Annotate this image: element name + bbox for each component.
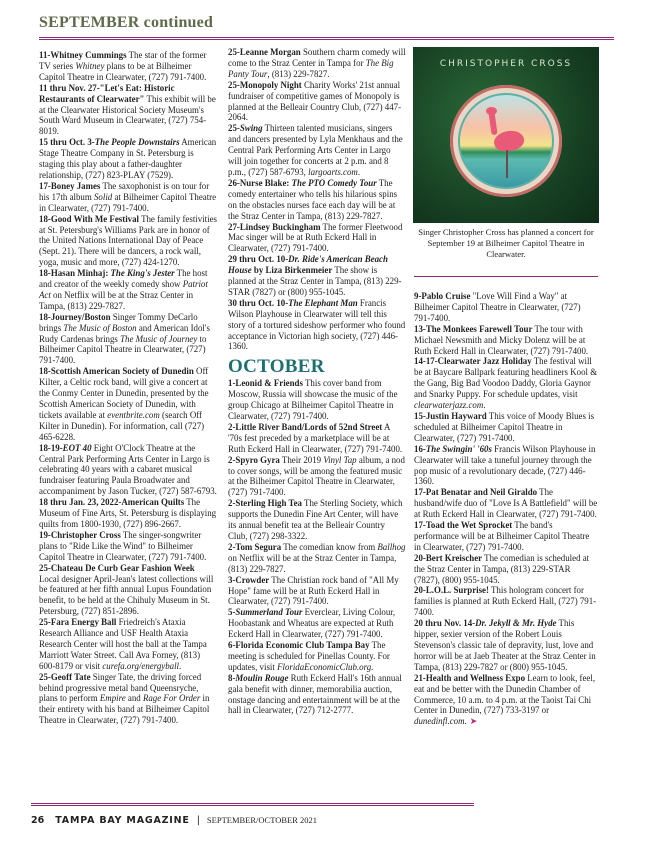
event-title — [228, 298, 358, 308]
event-entry — [228, 422, 406, 455]
event-description: Francis Wilson Playhouse in Clearwater will take a tuneful journey through the pop music of a revolutionary decade, (727) 446-1360. — [414, 443, 596, 487]
event-title — [228, 607, 302, 617]
event-title — [414, 618, 557, 628]
event-italic-text: Vinyl Tap — [323, 454, 357, 465]
event-entry — [39, 563, 217, 618]
event-description: Off Kilter, a Celtic rock band, will give a concert at the Conmy Center in Dunedin, presented by the Scottish American Society of Dunedin, with tickets available at — [39, 366, 209, 420]
event-entry — [39, 268, 217, 312]
event-title-text: 29 thru Oct. 10- — [228, 254, 289, 265]
column-3 — [414, 291, 598, 727]
event-italic-text: Solid — [93, 191, 113, 202]
event-title-text: 17-Toad the Wet Sprocket — [414, 520, 513, 531]
event-description: Singer Tommy DeCarlo brings — [39, 311, 198, 333]
event-entry — [39, 83, 217, 138]
event-description-cont: in their entirety with his band at Bilheimer Capitol Theatre in Clearwater, (727) 791-7400. — [39, 693, 210, 726]
event-title-italic: EOT 40 — [62, 442, 92, 453]
event-entry — [228, 607, 406, 640]
event-title — [228, 640, 370, 650]
event-description-cont: . — [179, 660, 182, 671]
event-title-text: 18-Journey/Boston — [39, 311, 111, 322]
month-heading-october: OCTOBER — [228, 356, 325, 378]
event-title — [39, 181, 100, 191]
event-title — [414, 673, 525, 683]
event-title-text: 2-Spyro Gyra — [228, 454, 280, 465]
event-entry — [414, 553, 598, 586]
event-description-cont: . — [464, 716, 467, 727]
flamingo-scene — [458, 93, 554, 189]
event-title-text: 16- — [414, 443, 426, 454]
flamingo-head — [486, 107, 497, 115]
event-entry — [414, 356, 598, 411]
event-title — [228, 178, 377, 188]
caption-divider — [414, 276, 598, 277]
event-title — [414, 444, 492, 454]
event-description: Ruth Eckerd Hall's 16th annual gala benefit with dinner, memorabilia auction, onstage dancing and entertainment will be at the hall in Clearwater, (727) 712-2777. — [228, 672, 402, 716]
event-entry — [228, 298, 406, 353]
event-description: Southern charm comedy will come to the Straz Center in Tampa for — [228, 47, 406, 68]
event-description: Everclear, Living Colour, Hoobastank and Wheatus are expected at Ruth Eckerd Hall in Clearwater, (727) 791-7400. — [228, 607, 396, 640]
footer-separator: | — [196, 815, 200, 826]
event-description: The host and creator of the weekly comedy show — [39, 268, 208, 290]
top-divider — [39, 37, 614, 40]
event-entry — [39, 214, 217, 269]
event-description: Francis Wilson Playhouse in Clearwater will tell this story of a tortured sideshow performer who found acceptance in Victorian high society, (727) 446-1360. — [228, 297, 406, 352]
event-description: The show is planned at the Straz Center in Tampa, (813) 229-STAR (7827) or (800) 955-1045. — [228, 265, 402, 297]
event-title-text: 18-Good With Me Festival — [39, 213, 140, 224]
page-footer — [31, 815, 317, 826]
event-description: Local designer April-Jean's latest collections will be featured at her fifth annual Lupus Foundation benefit, to be held at the Chihuly Museum in St. Petersburg, (727) 851-2896. — [39, 573, 214, 617]
event-entry — [228, 378, 406, 422]
event-description-cont: . — [483, 400, 486, 411]
event-entry — [228, 640, 406, 673]
event-title-italic: Moulin Rouge — [235, 672, 289, 683]
event-title — [39, 312, 111, 322]
event-entry — [228, 575, 406, 608]
event-description: This hipper, sexier version of the Robert Louis Stevenson's classic tale of depravity, lust, love and horror will be at Jaeb Theater at the Straz Center in Tampa, (813) 229-7827 or (800) 955-1045. — [414, 618, 596, 672]
event-title — [39, 530, 121, 540]
event-title — [228, 378, 303, 388]
event-entry — [39, 312, 217, 367]
event-title-text: 8- — [228, 672, 236, 683]
event-title-text: 17-Boney James — [39, 180, 101, 191]
event-title-text: 30 thru Oct. 10- — [228, 297, 289, 308]
event-title — [39, 366, 194, 376]
event-title — [228, 673, 288, 683]
event-description-cont: . — [371, 661, 374, 672]
event-entry — [228, 498, 406, 542]
event-entry — [39, 443, 217, 498]
event-italic-text: Patriot Act — [39, 279, 208, 300]
event-title-text: 18-Hasan Minhaj: — [39, 268, 111, 279]
event-title-suffix: by Liza Birkenmeier — [251, 265, 333, 276]
event-italic-text: Ballhog — [377, 541, 406, 552]
event-entry — [228, 80, 406, 124]
event-entry — [39, 366, 217, 442]
event-entry — [414, 487, 598, 520]
continue-arrow-icon: ➤ — [469, 716, 478, 727]
magazine-name: TAMPA BAY MAGAZINE — [55, 815, 190, 826]
event-title — [414, 585, 489, 595]
event-description-cont: and American Idol's Rudy Cardenas brings — [39, 322, 210, 344]
event-title — [39, 617, 116, 627]
event-title-text: 25- — [228, 123, 240, 134]
event-entry — [228, 178, 406, 222]
event-title-text: 25-Geoff Tate — [39, 671, 91, 682]
event-italic-text: Whitney — [75, 60, 105, 71]
event-description: The tour with Michael Newsmith and Micky Dolenz will be at Ruth Eckerd Hall in Clearwater, (727) 791-7400. — [414, 323, 589, 356]
event-description-cont: and — [125, 693, 143, 704]
event-description: The singer-songwriter plans to "Ride Like the Wind" to Bilheimer Capitol Theatre in Clearwater, (727) 791-7400. — [39, 529, 207, 562]
event-entry — [414, 618, 598, 673]
event-entry — [39, 181, 217, 214]
event-italic-text: clearwaterjazz.com — [414, 400, 484, 411]
event-italic-text: FloridaEconomicClub.org — [277, 661, 372, 672]
event-title — [228, 422, 382, 432]
event-title — [228, 542, 281, 552]
event-description: The husband/wife duo of "Love Is A Battlefield" will be at Ruth Eckerd Hall in Clearwater, (727) 791-7400. — [414, 487, 598, 520]
event-title — [414, 487, 537, 497]
event-title-italic: The Swingin' '60s — [425, 443, 492, 454]
event-description: The comedian is scheduled at the Straz Center in Tampa, (813) 229-STAR (7827), (800) 955-1045. — [414, 552, 590, 585]
event-title — [414, 291, 470, 301]
event-title-italic: Dr. Jekyll & Mr. Hyde — [475, 618, 557, 629]
event-description: The festival will be at Baycare Ballpark featuring headliners Kool & the Gang, Big Bad Voodoo Daddy, Gloria Gaynor and Snarky Puppy. For schedule updates, visit — [414, 356, 598, 400]
event-italic-text: The Music of Journey — [120, 333, 198, 344]
event-title — [39, 563, 195, 573]
event-title-text: 17-Pat Benatar and Neil Giraldo — [414, 487, 538, 498]
event-description: Charity Works' 21st annual fundraiser of competitive games of Monopoly is planned at the Belleair Country Club, (727) 447-2064. — [228, 79, 402, 123]
event-description: The comedian know from — [281, 541, 378, 552]
event-title — [39, 137, 180, 147]
event-title — [414, 520, 512, 530]
event-title-text: 14-17-Clearwater Jazz Holiday — [414, 356, 532, 367]
event-title — [414, 411, 487, 421]
event-title-italic: The Elephant Man — [288, 297, 358, 308]
event-italic-text: eventbrite.com — [107, 409, 160, 420]
event-title-text: 2-Tom Segura — [228, 541, 282, 552]
event-title — [228, 123, 263, 133]
event-description: This exhibit will be at the Clearwater Historical Society Museum's South Ward Museum in Clearwater, (727) 754-8019. — [39, 93, 216, 137]
event-italic-text: largoarts.com — [308, 166, 358, 177]
event-description: The band's performance will be at Bilheimer Capitol Theatre in Clearwater, (727) 791-7400. — [414, 520, 590, 552]
event-entry — [414, 324, 598, 357]
event-italic-text: Empire — [99, 693, 126, 704]
event-title-text: 2-Little River Band/Lords of 52nd Street — [228, 421, 383, 432]
event-title — [39, 268, 175, 278]
event-title — [228, 80, 302, 90]
event-description-cont: on Netflix will be at the Straz Center in Tampa, (813) 229-7827. — [228, 552, 397, 574]
event-title — [228, 47, 301, 57]
event-title-text: 25-Chateau De Curb Gear Fashion Week — [39, 562, 195, 573]
event-title — [39, 672, 91, 682]
event-title-text: 1-Leonid & Friends — [228, 378, 303, 389]
event-title-text: 5- — [228, 607, 236, 618]
event-entry — [228, 542, 406, 575]
event-title — [228, 222, 320, 232]
event-title — [414, 553, 482, 563]
event-description: Their 2019 — [279, 454, 324, 465]
event-entry — [414, 520, 598, 553]
event-description: Eight O'Clock Theatre at the Central Park Performing Arts Center in Largo is celebrating 40 years with a cabaret musical fundraiser featuring Paula Broadwater and accompaniment by Jason Tucker, (727) 587-6793. — [39, 442, 217, 497]
event-entry — [228, 123, 406, 178]
event-title-text: 20-L.O.L. Surprise! — [414, 585, 489, 596]
album-cover-photo — [413, 47, 599, 223]
event-entry — [228, 673, 406, 717]
event-italic-text: The Big Panty Tour — [228, 57, 394, 79]
event-description: "Love Will Find a Way" at Bilheimer Capitol Theatre in Clearwater, (727) 791-7400. — [414, 291, 581, 323]
event-italic-text: Rage For Order — [142, 693, 201, 704]
event-description: Learn to look, feel, eat and be better with the Dunedin Chamber of Commerce, 10 a.m. to 4 p.m. at the Taoist Tai Chi Center in Dunedin, (727) 733-3197 or — [414, 672, 596, 716]
event-description-cont: , (813) 229-7827. — [267, 68, 330, 79]
event-title-text: 15 thru Oct. 3- — [39, 137, 95, 148]
event-description: Thirteen talented musicians, singers and dancers presented by Lyla Menkhaus and the Central Park Performing Arts Center in Largo will join together for concerts at 2 p.m. and 8 p.m., (727) 587-6793, — [228, 123, 403, 177]
event-description-cont: album, a nod to cover songs, will be among the featured music at the Bilheimer Capitol Theatre in Clearwater, (727) 791-7400. — [228, 454, 405, 498]
event-description-cont: at Bilheimer Capitol Theatre in Clearwater, (727) 791-7400. — [39, 191, 217, 213]
event-title-text: 9-Pablo Cruise — [414, 291, 471, 301]
event-title-italic: The PTO Comedy Tour — [291, 177, 377, 188]
event-entry — [39, 530, 217, 563]
event-description: The family festivities at St. Petersburg's Williams Park are in honor of the United Nations International Day of Peace (Sept. 21). There will be dancers, a rock wall, yoga, music and more, (727) 424-1270. — [39, 213, 217, 268]
event-description: The former Fleetwood Mac singer will be at Ruth Eckerd Hall in Clearwater, (727) 791-7400. — [228, 221, 403, 254]
event-entry — [39, 497, 217, 530]
event-entry — [414, 444, 598, 488]
event-entry — [228, 47, 406, 80]
event-italic-text: dunedinfl.com — [414, 716, 465, 727]
event-title — [414, 356, 532, 366]
event-title-italic: Swing — [239, 123, 263, 134]
event-description: The saxophonist is on tour for his 17th album — [39, 180, 210, 202]
issue-date: SEPTEMBER/OCTOBER 2021 — [206, 815, 318, 825]
event-entry — [39, 137, 217, 181]
event-title-text: 20-Bert Kreischer — [414, 552, 483, 563]
event-title-text: 25-Leanne Morgan — [228, 47, 301, 57]
event-description: The Christian rock band of "All My Hope" fame will be at Ruth Eckerd Hall in Clearwater, (727) 791-7400. — [228, 574, 399, 607]
event-description-cont: on Netflix will be at the Straz Center in Tampa, (813) 229-7827. — [39, 289, 194, 311]
event-description: A '70s fest preceded by a marketplace will be at Ruth Eckerd Hall in Clearwater, (727) 791-7400. — [228, 421, 403, 454]
event-description: The comedy entertainer who tells his hilarious spins on the obstacles nurses face each day will be at the Straz Center in Tampa, (813) 229-7827. — [228, 177, 398, 221]
event-title — [414, 324, 532, 334]
event-title — [228, 455, 280, 465]
event-description: This cover band from Moscow, Russia will showcase the music of the group Chicago at Bilheimer Capitol Theatre in Clearwater, (727) 791-7400. — [228, 378, 398, 421]
column-2 — [228, 47, 406, 716]
event-title-text: 21-Health and Wellness Expo — [414, 672, 526, 683]
event-entry — [414, 673, 598, 728]
event-entry — [414, 291, 598, 324]
event-title-text: 15-Justin Hayward — [414, 410, 487, 421]
event-title-italic: Dr. Ride's American Beach House — [228, 254, 388, 276]
event-description-cont: plans to be at Bilheimer Capitol Theatre in Clearwater, (727) 791-7400. — [39, 60, 207, 82]
event-title — [228, 575, 269, 585]
event-description-cont: (search Off Kilter in Dunedin). For information, call (727) 465-6228. — [39, 409, 205, 442]
bottom-divider — [31, 803, 474, 806]
event-title-text: 20 thru Nov. 14- — [414, 618, 476, 629]
event-title-italic: The King's Jester — [110, 268, 175, 279]
event-entry — [228, 254, 406, 298]
event-title-text: 25-Monopoly Night — [228, 79, 302, 90]
event-description: This hologram concert for families is planned at Ruth Eckerd Hall, (727) 791-7400. — [414, 585, 597, 618]
event-title — [39, 50, 127, 60]
event-description: The meeting is scheduled for Pinellas County. For updates, visit — [228, 640, 390, 672]
page-number: 26 — [31, 815, 45, 826]
album-cover-title: CHRISTOPHER CROSS — [439, 59, 573, 69]
event-title-text: 25-Fara Energy Ball — [39, 617, 117, 628]
event-entry — [39, 50, 217, 83]
event-title-italic: The People Downstairs — [94, 137, 180, 148]
event-title — [228, 498, 302, 508]
event-title-text: 11 thru Nov. 27-"Let's Eat: Historic Restaurants of Clearwater" — [39, 82, 175, 104]
event-description: The Museum of Fine Arts, St. Petersburg is displaying quilts from 1800-1930, (727) 896-2667. — [39, 497, 217, 529]
photo-caption: Singer Christopher Cross has planned a concert for September 19 at Bilheimer Capitol Theatre in Clearwater. — [418, 227, 594, 259]
event-italic-text: The Music of Boston — [63, 322, 137, 333]
event-title-text: 18-Scottish American Society of Dunedin — [39, 366, 194, 377]
event-title-text: 11-Whitney Cummings — [39, 50, 127, 60]
event-title-text: 18 thru Jan. 23, 2022-American Quilts — [39, 497, 185, 508]
event-title — [39, 214, 139, 224]
event-italic-text: curefa.org/energyball — [102, 660, 180, 671]
flamingo-leg — [506, 150, 508, 178]
event-entry — [414, 585, 598, 618]
event-title-text: 2-Sterling High Tea — [228, 498, 302, 509]
event-description: Friedreich's Ataxia Research Alliance and USF Health Ataxia Research Center will host the ball at the Tampa Marriott Water Street. Call Ava Forney, (813) 600-8179 or visit — [39, 617, 207, 671]
event-description-cont: . — [357, 166, 361, 177]
event-description: Singer Tate, the driving forced behind progressive metal band Queensryche, plans to perform — [39, 671, 202, 704]
event-description-cont: to Bilheimer Capitol Theatre in Clearwater, (727) 791-7400. — [39, 333, 207, 366]
section-title: SEPTEMBER continued — [39, 14, 214, 31]
event-entry — [414, 411, 598, 444]
event-title-text: 19-Christopher Cross — [39, 529, 121, 540]
event-title-text: 18-19- — [39, 442, 63, 453]
event-description: American Stage Theatre Company in St. Petersburg is staging this play about a father-daughter relationship, (727) 823-PLAY (7529). — [39, 137, 217, 180]
event-entry — [228, 222, 406, 255]
event-title-text: 13-The Monkees Farewell Tour — [414, 323, 533, 334]
event-title-text: 6-Florida Economic Club Tampa Bay — [228, 640, 370, 651]
event-title — [39, 497, 184, 507]
event-title-text: 3-Crowder — [228, 574, 270, 585]
event-description: The star of the former TV series — [39, 50, 207, 71]
event-entry — [228, 455, 406, 499]
event-description: This voice of Moody Blues is scheduled at Bilheimer Capitol Theatre in Clearwater, (727) 791-7400. — [414, 410, 595, 443]
event-entry — [39, 617, 217, 672]
event-title — [39, 443, 92, 453]
flamingo-badge — [450, 85, 562, 197]
event-title-text: 27-Lindsey Buckingham — [228, 221, 321, 232]
event-title-italic: Summerland Tour — [235, 607, 303, 618]
event-entry — [39, 672, 217, 727]
column-1 — [39, 50, 217, 726]
event-description: The Sterling Society, which supports the Dunedin Fine Art Center, will have its annual benefit tea at the Belleair Country Club, (727) 298-3322. — [228, 498, 403, 541]
event-title-text: 26-Nurse Blake: — [228, 177, 292, 188]
